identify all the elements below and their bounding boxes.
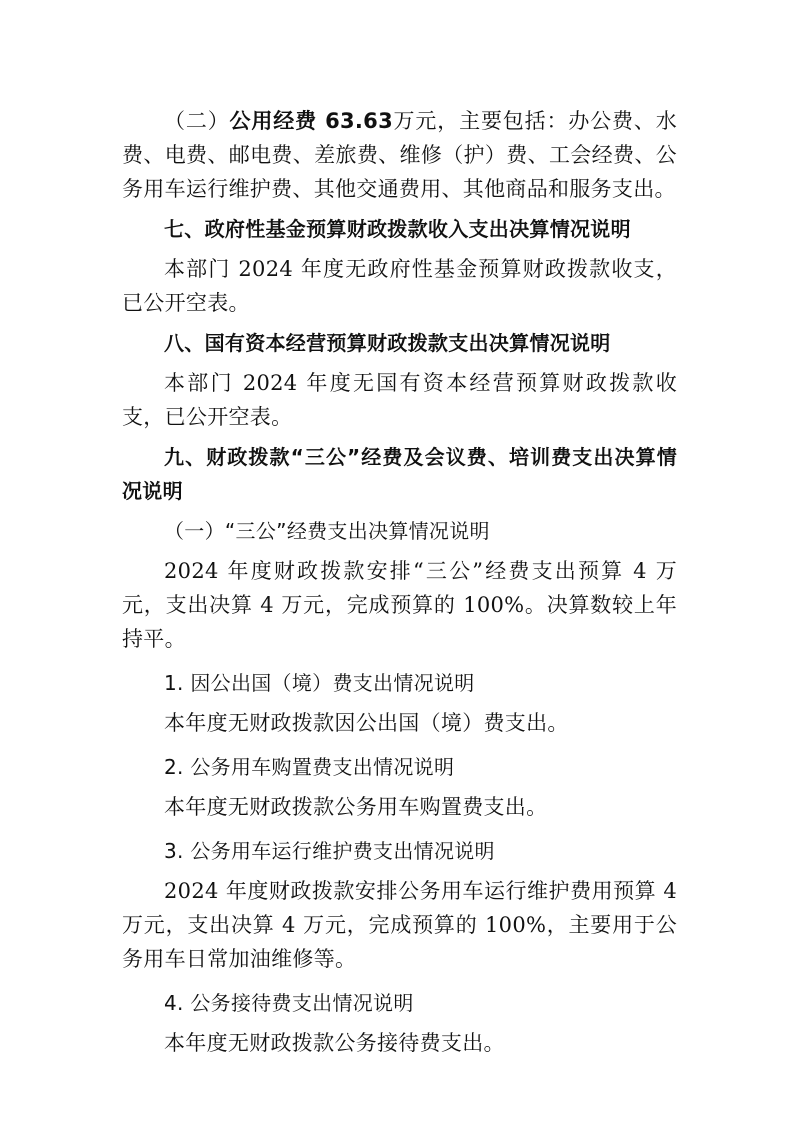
item-1-heading: 1. 因公出国（境）费支出情况说明 [164,671,475,695]
text-column [122,104,677,1060]
item-3-body: 2024 年度财政拨款安排公务用车运行维护费用预算 4 万元，支出决算 4 万元，完成预算的 100%，主要用于公务用车日常加油维修等。 [122,879,677,971]
section-7-heading: 七、政府性基金预算财政拨款收入支出决算情况说明 [164,217,631,241]
item-1-body: 本年度无财政拨款因公出国（境）费支出。 [164,711,569,735]
item-4-heading: 4. 公务接待费支出情况说明 [164,991,414,1015]
item-3-heading: 3. 公务用车运行维护费支出情况说明 [164,839,495,863]
subsection-1-heading: （一）“三公”经费支出决算情况说明 [164,519,490,543]
item-2-body: 本年度无财政拨款公务用车购置费支出。 [164,795,548,819]
para-prefix: （二） [164,109,230,133]
para-bold-amount: 公用经费 63.63 [229,109,394,133]
section-9-heading: 九、财政拨款“三公”经费及会议费、培训费支出决算情况说明 [122,445,677,503]
section-8-heading: 八、国有资本经营预算财政拨款支出决算情况说明 [164,331,611,355]
subsection-1-body: 2024 年度财政拨款安排“三公”经费支出预算 4 万元，支出决算 4 万元，完成预算的 100%。决算数较上年持平。 [122,559,677,651]
para-rest: 万元，主要包括：办公费、水费、电费、邮电费、差旅费、维修（护）费、工会经费、公务用车运行维护费、其他交通费用、其他商品和服务支出。 [122,109,677,201]
paragraph-public-funds [122,104,677,206]
section-8-body: 本部门 2024 年度无国有资本经营预算财政拨款收支，已公开空表。 [122,371,677,429]
section-7-body: 本部门 2024 年度无政府性基金预算财政拨款收支，已公开空表。 [122,257,677,315]
item-4-body: 本年度无财政拨款公务接待费支出。 [164,1031,505,1055]
item-2-heading: 2. 公务用车购置费支出情况说明 [164,755,455,779]
